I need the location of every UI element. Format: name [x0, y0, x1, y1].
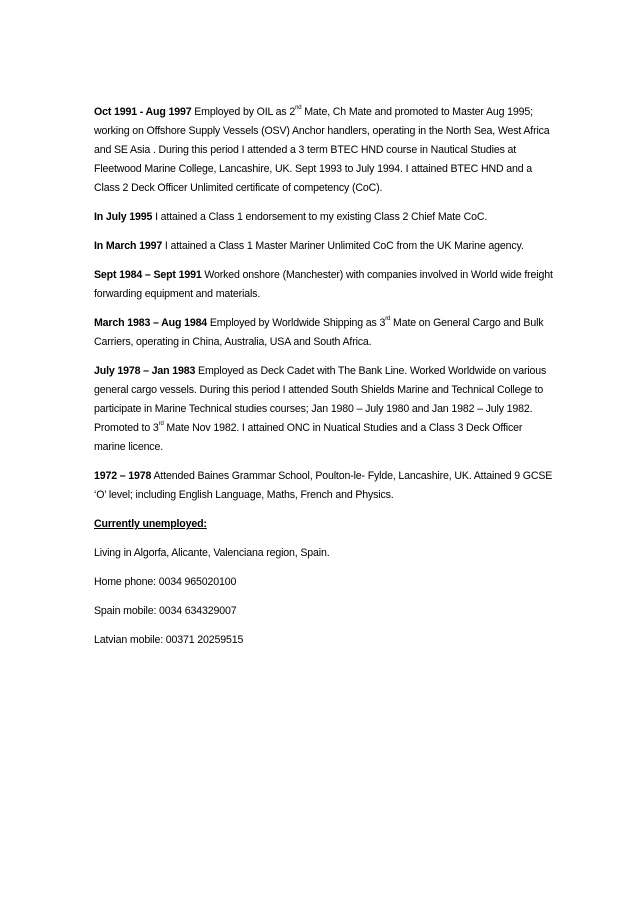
ordinal-suffix: nd: [295, 105, 302, 111]
entry-date: In March 1997: [94, 240, 163, 252]
entry-1972: [94, 467, 554, 505]
status-heading: [94, 515, 554, 534]
entry-march-1997: [94, 237, 554, 256]
entry-date: 1972 – 1978: [94, 470, 152, 482]
entry-text: I attained a Class 1 endorsement to my existing Class 2 Chief Mate CoC.: [152, 211, 488, 223]
entry-date: March 1983 – Aug 1984: [94, 317, 208, 329]
ordinal-suffix: rd: [158, 421, 164, 427]
latvian-mobile-line: Latvian mobile: 00371 20259515: [94, 634, 244, 646]
entry-text: Mate, Ch Mate and promoted to Master Aug 1995; working on Offshore Supply Vessels (OSV) Anchor handlers, operating in the North Sea, West Africa and SE Asia . During this period I attended a 3 term BTEC HND course in Nautical Studies at Fleetwood Marine College, Lancashire, UK. Sept 1993 to July 1994. I attained BTEC HND and a Class 2 Deck Officer Unlimited certificate of competency (CoC).: [94, 106, 550, 194]
entry-text: Employed by OIL as 2: [191, 106, 296, 118]
entry-march-1983: [94, 314, 554, 352]
entry-oil-1991: [94, 103, 554, 198]
home-phone-line: Home phone: 0034 965020100: [94, 576, 237, 588]
entry-text: Worked onshore (Manchester) with companies involved in World wide freight forwarding equipment and materials.: [94, 269, 553, 300]
entry-date: Oct 1991 - Aug 1997: [94, 106, 192, 118]
entry-text: Mate on General Cargo and Bulk Carriers, operating in China, Australia, USA and South Africa.: [94, 317, 544, 348]
entry-date: Sept 1984 – Sept 1991: [94, 269, 202, 281]
entry-text: I attained a Class 1 Master Mariner Unlimited CoC from the UK Marine agency.: [162, 240, 524, 252]
cv-body: [94, 103, 554, 660]
spain-mobile-line: Spain mobile: 0034 634329007: [94, 605, 237, 617]
entry-text: Employed by Worldwide Shipping as 3: [207, 317, 386, 329]
entry-date: In July 1995: [94, 211, 153, 223]
entry-text: Mate Nov 1982. I attained ONC in Nuatical Studies and a Class 3 Deck Officer marine licence.: [94, 422, 523, 453]
entry-date: July 1978 – Jan 1983: [94, 365, 196, 377]
location-line: Living in Algorfa, Alicante, Valenciana region, Spain.: [94, 547, 330, 559]
ordinal-suffix: rd: [385, 316, 391, 322]
entry-sept-1984: [94, 266, 554, 304]
entry-text: Employed as Deck Cadet with The Bank Line. Worked Worldwide on various general cargo vessels. During this period I attended South Shields Marine and Technical College to participate in Marine Technical studies courses; Jan 1980 – July 1980 and Jan 1982 – July 1982. Promoted to 3: [94, 365, 547, 434]
status-heading-text: Currently unemployed:: [94, 518, 207, 530]
entry-july-1978: [94, 362, 554, 457]
entry-july-1995: [94, 208, 554, 227]
entry-text: Attended Baines Grammar School, Poulton-le- Fylde, Lancashire, UK. Attained 9 GCSE ‘O’ level; including English Language, Maths, French and Physics.: [94, 470, 553, 501]
